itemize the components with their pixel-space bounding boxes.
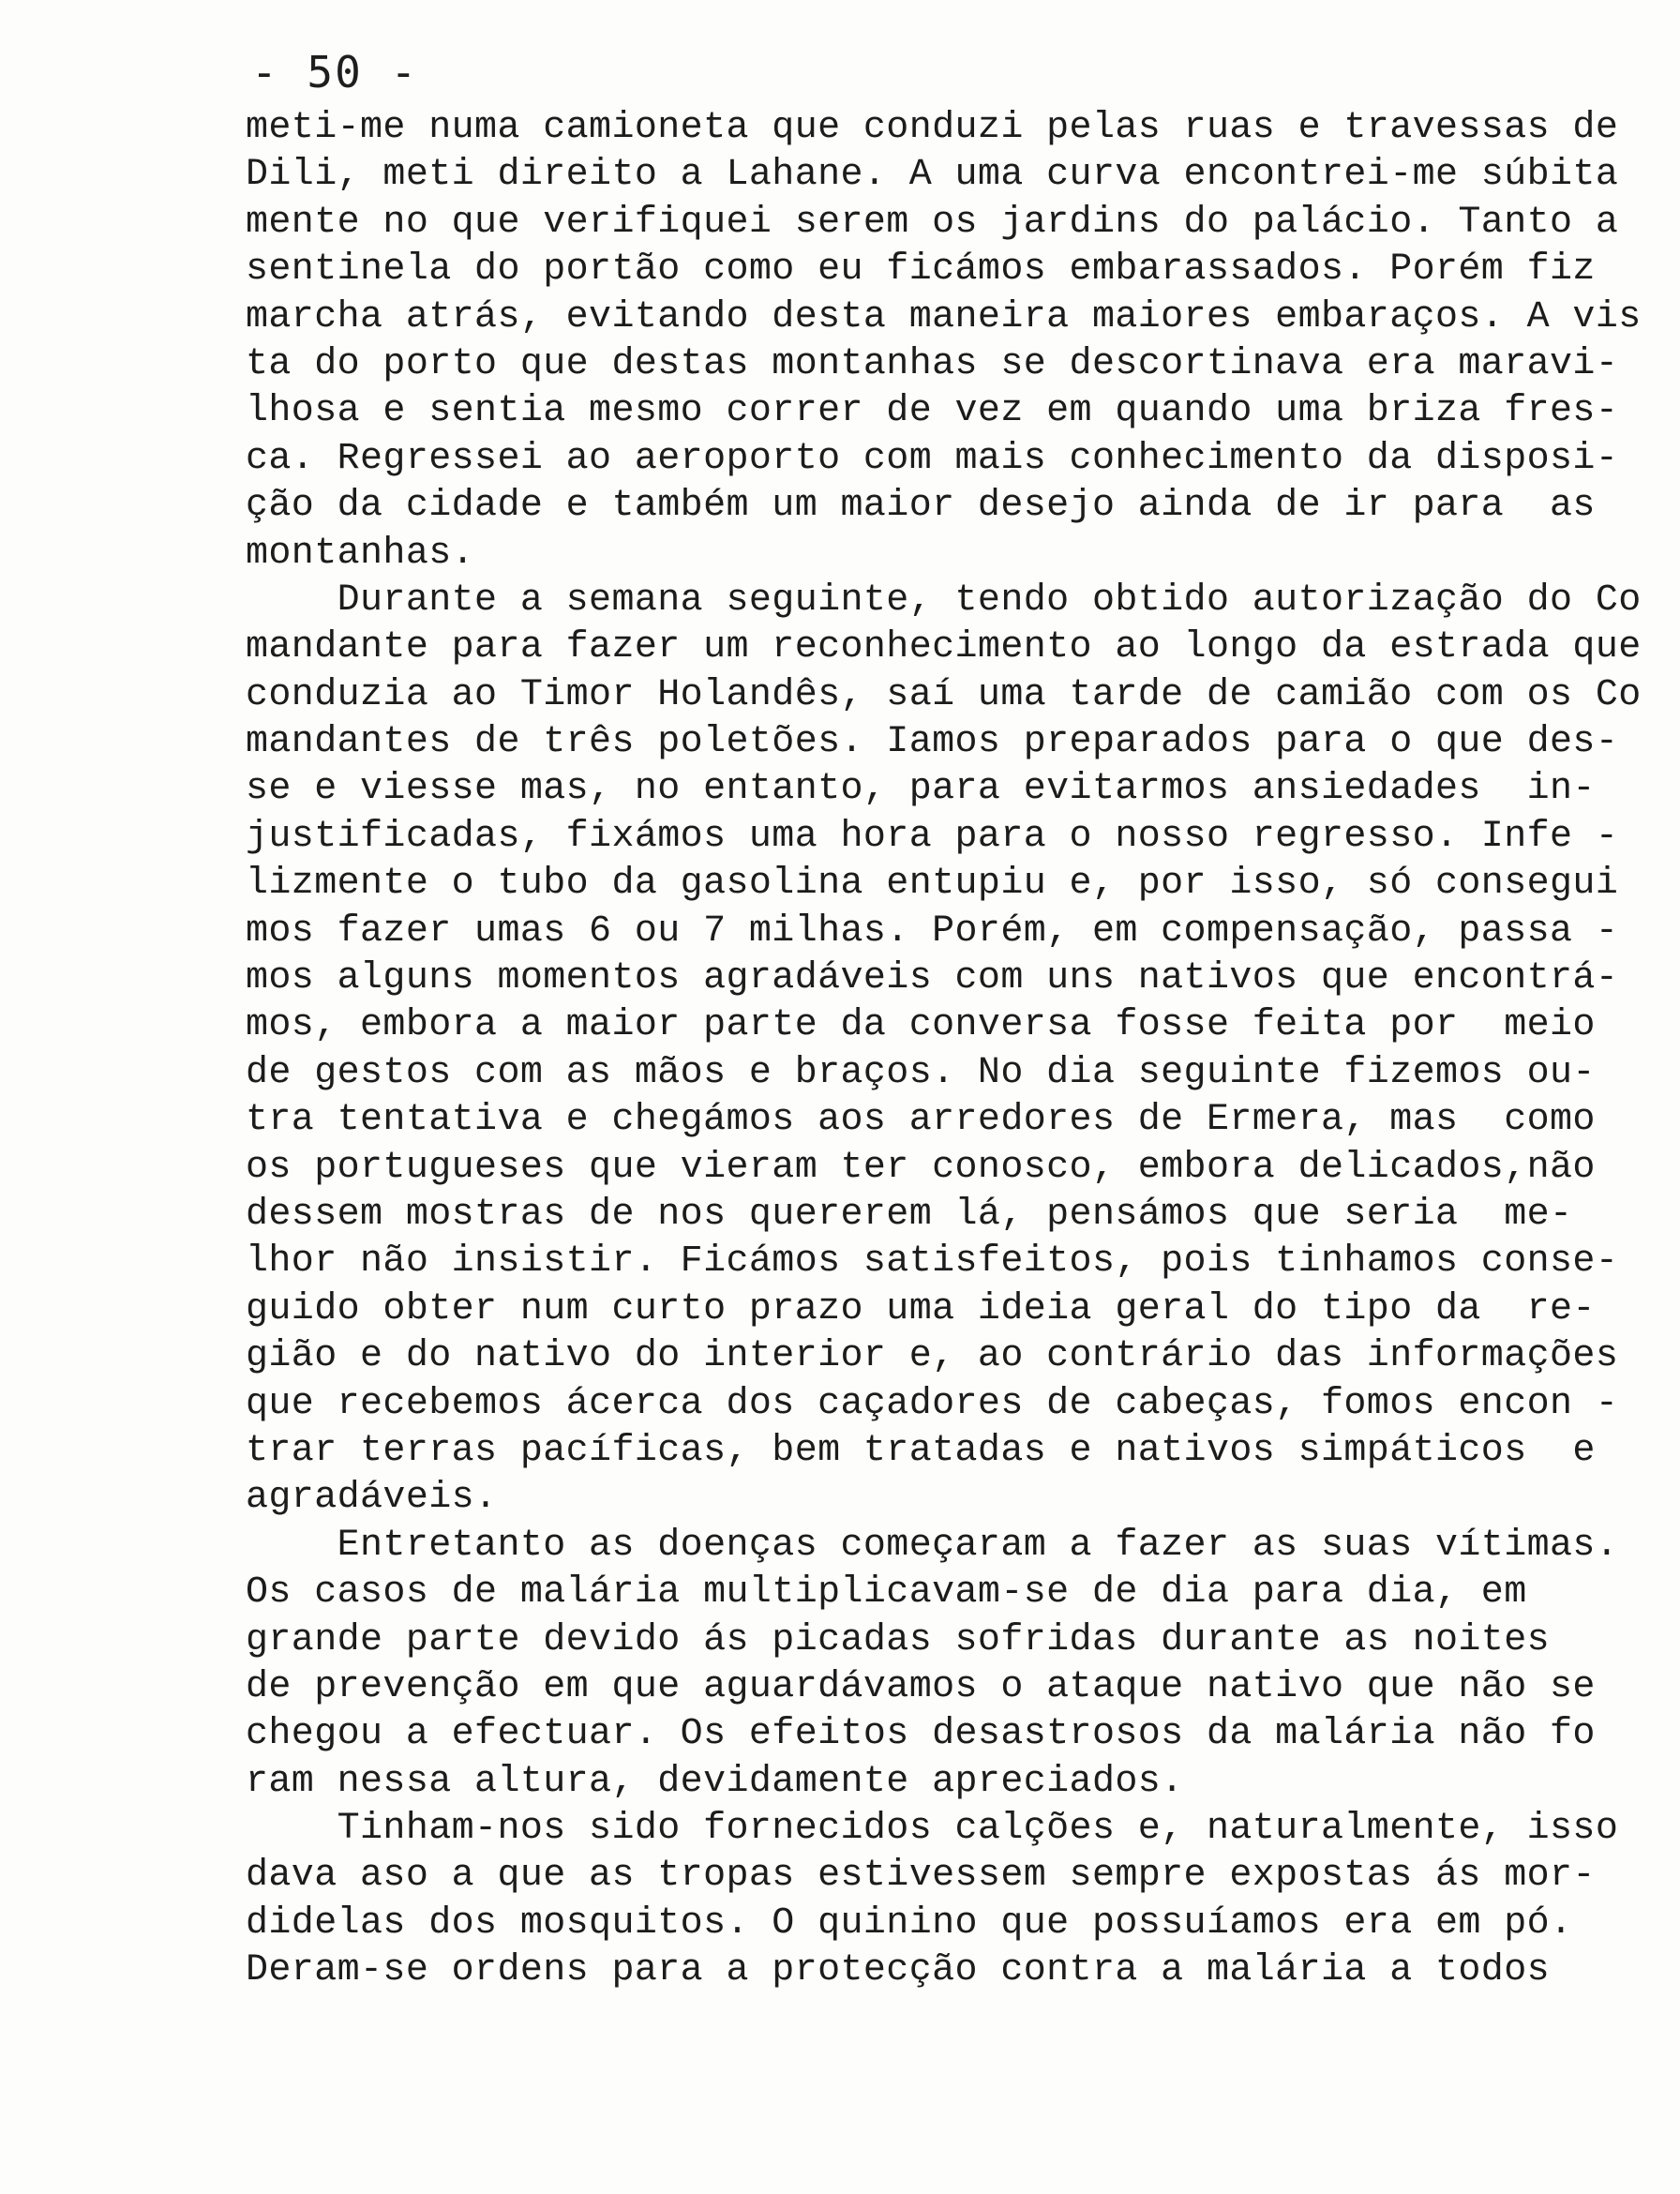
text-line: Dili, meti direito a Lahane. A uma curva encontrei-me súbita: [246, 154, 1619, 197]
text-line: ta do porto que destas montanhas se descortinava era maravi-: [246, 342, 1619, 385]
text-line: chegou a efectuar. Os efeitos desastrosos da malária não fo: [246, 1713, 1596, 1756]
text-line: montanhas.: [246, 532, 475, 575]
page-number: - 50 -: [251, 47, 419, 98]
text-line: de prevenção em que aguardávamos o ataque nativo que não se: [246, 1665, 1596, 1708]
text-line: dessem mostras de nos quererem lá, pensámos que seria me-: [246, 1193, 1573, 1236]
text-line: lhor não insistir. Ficámos satisfeitos, pois tinhamos conse-: [246, 1240, 1619, 1284]
text-line: sentinela do portão como eu ficámos embarassados. Porém fiz: [246, 248, 1596, 292]
text-line: guido obter num curto prazo uma ideia geral do tipo da re-: [246, 1287, 1596, 1330]
text-line: mos fazer umas 6 ou 7 milhas. Porém, em compensação, passa -: [246, 909, 1619, 953]
text-line: agradáveis.: [246, 1477, 498, 1520]
text-line: conduzia ao Timor Holandês, saí uma tarde de camião com os Co: [246, 673, 1642, 716]
text-line: Deram-se ordens para a protecção contra a malária a todos: [246, 1949, 1551, 1992]
text-line: Os casos de malária multiplicavam-se de dia para dia, em: [246, 1571, 1527, 1615]
text-line: mos, embora a maior parte da conversa fosse feita por meio: [246, 1004, 1596, 1047]
text-line: que recebemos ácerca dos caçadores de cabeças, fomos encon -: [246, 1382, 1619, 1425]
text-line: mandante para fazer um reconhecimento ao longo da estrada que: [246, 626, 1642, 669]
text-line: meti-me numa camioneta que conduzi pelas ruas e travessas de: [246, 107, 1619, 149]
text-line: justificadas, fixámos uma hora para o nosso regresso. Infe -: [246, 815, 1619, 858]
body-text: [246, 105, 1652, 1995]
text-line: de gestos com as mãos e braços. No dia seguinte fizemos ou-: [246, 1051, 1596, 1094]
text-line: dava aso a que as tropas estivessem sempre expostas ás mor-: [246, 1855, 1596, 1898]
text-line: lhosa e sentia mesmo correr de vez em quando uma briza fres-: [246, 390, 1619, 433]
text-line: ram nessa altura, devidamente apreciados.: [246, 1760, 1184, 1803]
text-line: grande parte devido ás picadas sofridas durante as noites: [246, 1618, 1551, 1661]
text-line: ca. Regressei ao aeroporto com mais conhecimento da disposi-: [246, 437, 1619, 480]
text-line: Durante a semana seguinte, tendo obtido autorização do Co: [246, 579, 1642, 622]
text-line: ção da cidade e também um maior desejo ainda de ir para as: [246, 485, 1596, 528]
text-line: lizmente o tubo da gasolina entupiu e, por isso, só consegui: [246, 863, 1619, 906]
text-line: Tinham-nos sido fornecidos calções e, naturalmente, isso: [246, 1808, 1619, 1851]
text-line: mandantes de três poletões. Iamos preparados para o que des-: [246, 721, 1619, 764]
text-line: se e viesse mas, no entanto, para evitarmos ansiedades in-: [246, 768, 1596, 811]
text-line: marcha atrás, evitando desta maneira maiores embaraços. A vis: [246, 295, 1642, 338]
text-line: trar terras pacíficas, bem tratadas e nativos simpáticos e: [246, 1429, 1596, 1472]
text-line: Entretanto as doenças começaram a fazer as suas vítimas.: [246, 1524, 1619, 1567]
text-line: mente no que verifiquei serem os jardins do palácio. Tanto a: [246, 201, 1619, 244]
text-line: tra tentativa e chegámos aos arredores de Ermera, mas como: [246, 1099, 1596, 1142]
text-line: mos alguns momentos agradáveis com uns nativos que encontrá-: [246, 957, 1619, 1000]
text-line: gião e do nativo do interior e, ao contrário das informações: [246, 1335, 1619, 1378]
text-line: didelas dos mosquitos. O quinino que possuíamos era em pó.: [246, 1901, 1573, 1945]
text-line: os portugueses que vieram ter conosco, embora delicados,não: [246, 1146, 1596, 1189]
